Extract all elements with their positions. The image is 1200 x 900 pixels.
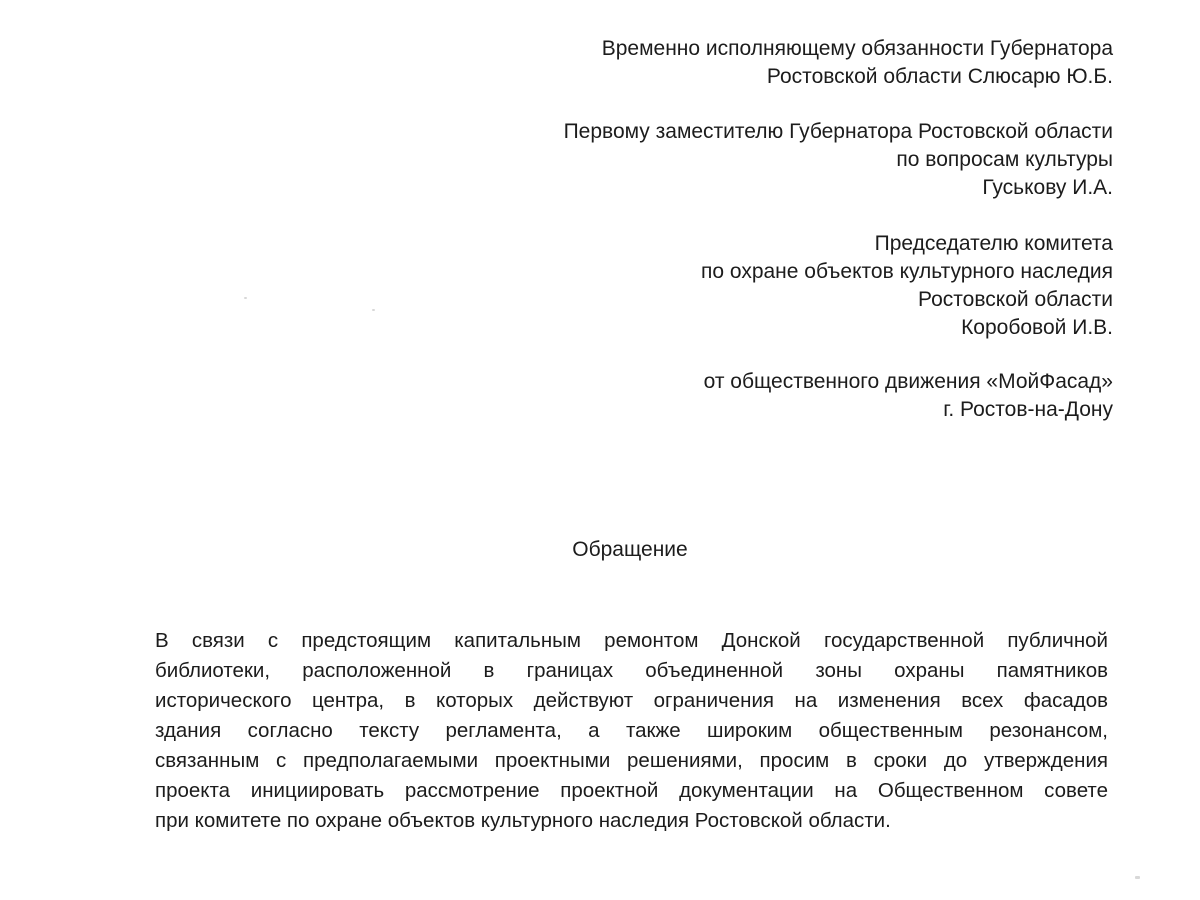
scan-artifact	[372, 309, 375, 311]
addressee-line: Ростовской области Слюсарю Ю.Б.	[766, 65, 1113, 88]
sender-block	[400, 368, 1113, 424]
body-line: здания согласно тексту регламента, а также широким общественным резонансом,	[155, 719, 1108, 742]
scan-artifact	[1135, 876, 1140, 879]
addressee-line: Гуськову И.А.	[982, 176, 1113, 199]
body-line: В связи с предстоящим капитальным ремонтом Донской государственной публичной	[155, 629, 1108, 652]
appeal-body	[155, 626, 1108, 836]
addressee-line: Первому заместителю Губернатора Ростовской области	[563, 120, 1113, 143]
addressee-line: Председателю комитета	[874, 232, 1113, 255]
addressee-line: Коробовой И.В.	[961, 316, 1113, 339]
addressee-line: Временно исполняющему обязанности Губернатора	[601, 37, 1113, 60]
sender-line: от общественного движения «МойФасад»	[703, 370, 1113, 393]
body-line: библиотеки, расположенной в границах объединенной зоны охраны памятников	[155, 659, 1108, 682]
sender-line: г. Ростов-на-Дону	[943, 398, 1113, 421]
body-line: связанным с предполагаемыми проектными решениями, просим в сроки до утверждения	[155, 749, 1108, 772]
scan-artifact	[244, 297, 247, 299]
body-line: исторического центра, в которых действуют ограничения на изменения всех фасадов	[155, 689, 1108, 712]
addressee-line: по охране объектов культурного наследия	[701, 260, 1113, 283]
addressee-line: по вопросам культуры	[896, 148, 1113, 171]
body-line: при комитете по охране объектов культурного наследия Ростовской области.	[155, 809, 891, 832]
addressee-line: Ростовской области	[918, 288, 1113, 311]
addressee-first-deputy	[400, 118, 1113, 202]
addressee-committee-chair	[400, 230, 1113, 342]
addressee-governor	[400, 35, 1113, 91]
body-line: проекта инициировать рассмотрение проектной документации на Общественном совете	[155, 779, 1108, 802]
document-title: Обращение	[572, 538, 688, 561]
